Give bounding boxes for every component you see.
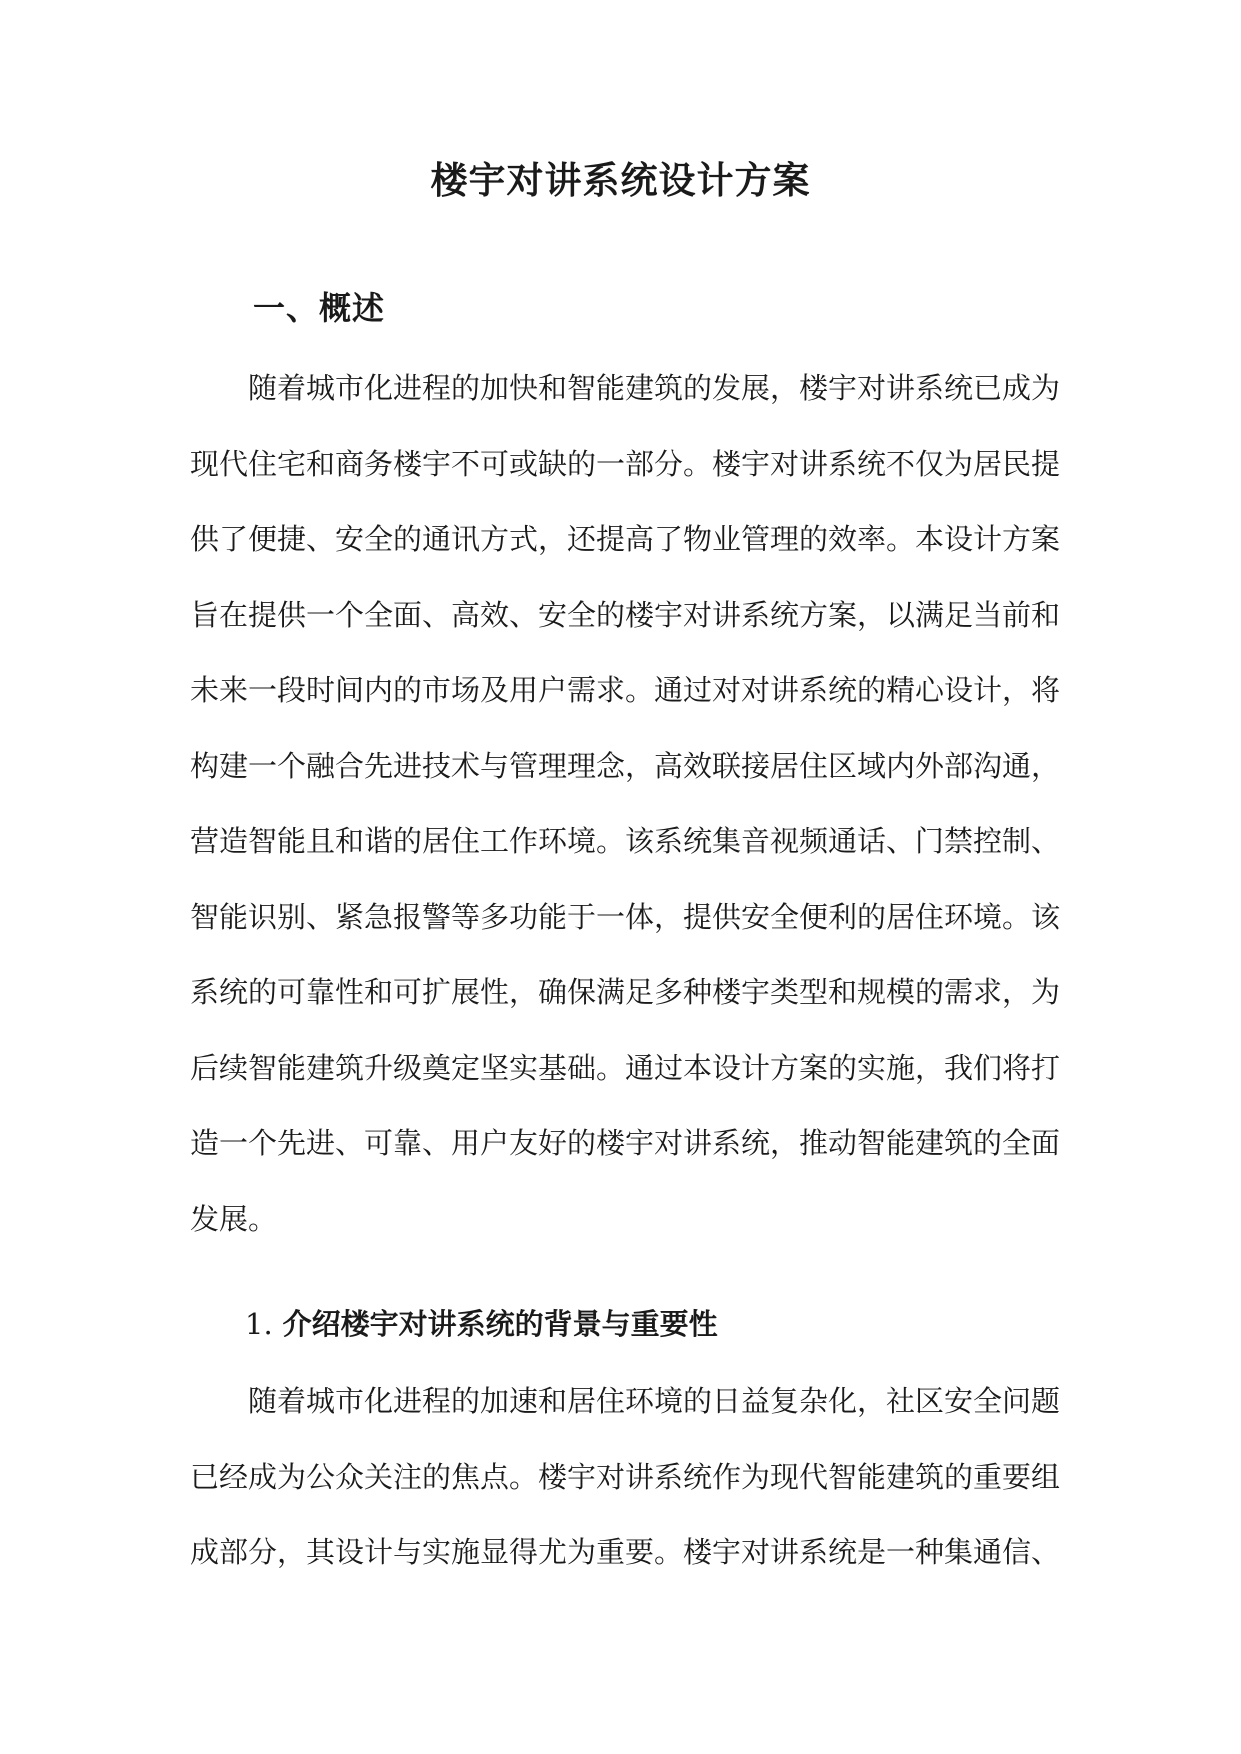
paragraph-line: 随着城市化进程的加快和智能建筑的发展，楼宇对讲系统已成为 [248,371,1061,405]
paragraph-line: 未来一段时间内的市场及用户需求。通过对对讲系统的精心设计，将 [190,673,1061,707]
subsection-number: 1. [245,1307,273,1341]
background-paragraph [190,1381,1060,1608]
paragraph-line: 随着城市化进程的加速和居住环境的日益复杂化，社区安全问题 [248,1384,1061,1418]
paragraph-line: 旨在提供一个全面、高效、安全的楼宇对讲系统方案，以满足当前和 [190,597,1061,632]
paragraph-line: 造一个先进、可靠、用户友好的楼宇对讲系统，推动智能建筑的全面 [190,1126,1061,1160]
paragraph-line: 供了便捷、安全的通讯方式，还提高了物业管理的效率。本设计方案 [190,522,1061,556]
document-title: 楼宇对讲系统设计方案 [430,158,811,202]
subsection-heading-background [245,1302,718,1343]
paragraph-line: 后续智能建筑升级奠定坚实基础。通过本设计方案的实施，我们将打 [190,1050,1061,1085]
paragraph-line: 构建一个融合先进技术与管理理念，高效联接居住区域内外部沟通， [190,748,1061,783]
paragraph-line: 成部分，其设计与实施显得尤为重要。楼宇对讲系统是一种集通信、 [190,1535,1061,1569]
paragraph-line: 系统的可靠性和可扩展性，确保满足多种楼宇类型和规模的需求，为 [190,975,1061,1009]
paragraph-line: 智能识别、紧急报警等多功能于一体，提供安全便利的居住环境。该 [190,899,1061,934]
paragraph-line: 营造智能且和谐的居住工作环境。该系统集音视频通话、门禁控制、 [190,824,1061,858]
paragraph-line: 发展。 [190,1201,278,1236]
overview-paragraph [190,368,1060,1274]
paragraph-line: 现代住宅和商务楼宇不可或缺的一部分。楼宇对讲系统不仅为居民提 [190,446,1061,481]
section-heading-overview: 一、概述 [253,289,386,327]
subsection-title: 介绍楼宇对讲系统的背景与重要性 [282,1307,718,1341]
paragraph-line: 已经成为公众关注的焦点。楼宇对讲系统作为现代智能建筑的重要组 [190,1459,1061,1494]
